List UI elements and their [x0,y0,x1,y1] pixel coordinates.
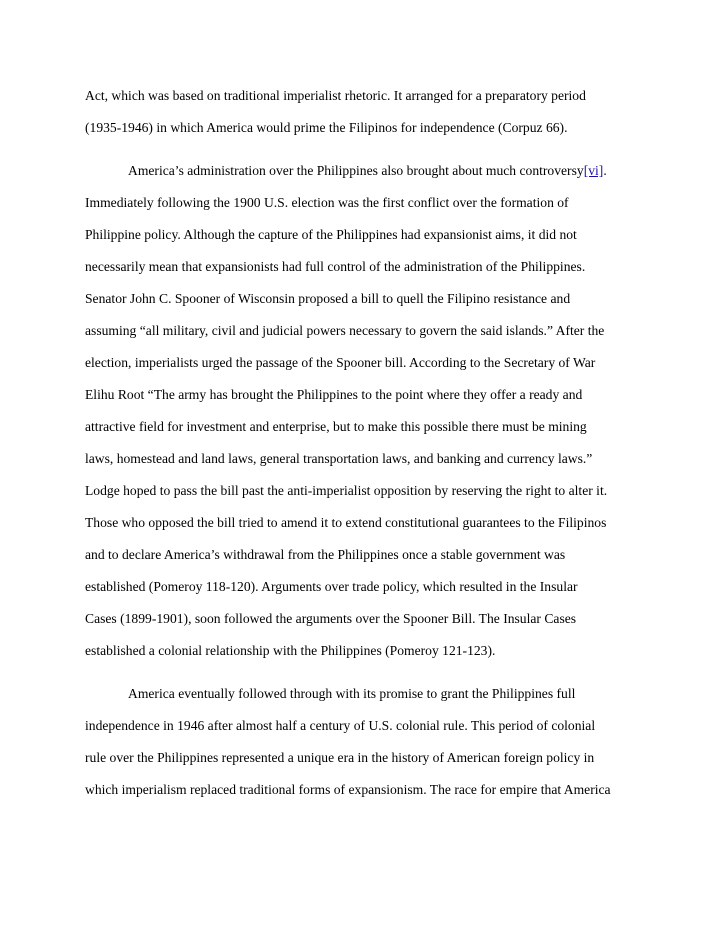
paragraph-spacing [85,147,659,158]
text-line [85,446,659,478]
text-run: laws, homestead and land laws, general transportation laws, and banking and currency laws.” [85,451,593,466]
text-line [85,606,659,638]
text-run: America eventually followed through with its promise to grant the Philippines full [128,686,576,701]
text-line [85,414,659,446]
text-line [85,382,659,414]
text-line [85,681,659,713]
text-line [85,777,659,809]
text-run: Elihu Root “The army has brought the Philippines to the point where they offer a ready and [85,387,583,402]
text-line [85,222,659,254]
text-run: established a colonial relationship with the Philippines (Pomeroy 121-123). [85,643,496,658]
text-run: . [603,163,607,178]
text-line [85,318,659,350]
text-line [85,190,659,222]
text-run: attractive field for investment and enterprise, but to make this possible there must be mining [85,419,587,434]
text-run: which imperialism replaced traditional forms of expansionism. The race for empire that America [85,782,611,797]
text-line [85,510,659,542]
text-run: Immediately following the 1900 U.S. election was the first conflict over the formation of [85,195,569,210]
paragraph-spacing [85,670,659,681]
text-run: (1935-1946) in which America would prime the Filipinos for independence (Corpuz 66). [85,120,568,135]
text-run: Cases (1899-1901), soon followed the arguments over the Spooner Bill. The Insular Cases [85,611,577,626]
text-run: Those who opposed the bill tried to amend it to extend constitutional guarantees to the Filipinos [85,515,607,530]
text-line [85,638,659,670]
text-line [85,350,659,382]
text-line [85,83,659,115]
text-run: independence in 1946 after almost half a century of U.S. colonial rule. This period of colonial [85,718,596,733]
text-line [85,713,659,745]
text-run: Lodge hoped to pass the bill past the anti-imperialist opposition by reserving the right to alter it. [85,483,608,498]
text-line [85,745,659,777]
text-run: Senator John C. Spooner of Wisconsin proposed a bill to quell the Filipino resistance and [85,291,571,306]
text-line [85,254,659,286]
text-run: established (Pomeroy 118-120). Arguments over trade policy, which resulted in the Insular [85,579,578,594]
text-run: America’s administration over the Philippines also brought about much controversy [128,163,584,178]
text-run: necessarily mean that expansionists had full control of the administration of the Philippines. [85,259,586,274]
paragraph [85,681,659,809]
text-run: election, imperialists urged the passage of the Spooner bill. According to the Secretary of War [85,355,596,370]
text-run: Philippine policy. Although the capture of the Philippines had expansionist aims, it did not [85,227,577,242]
text-run: and to declare America’s withdrawal from the Philippines once a stable government was [85,547,566,562]
text-line [85,574,659,606]
text-run: assuming “all military, civil and judicial powers necessary to govern the said islands.” After the [85,323,605,338]
paragraph [85,158,659,670]
text-line [85,158,659,190]
text-line [85,115,659,147]
paragraph [85,83,659,147]
text-run: rule over the Philippines represented a unique era in the history of American foreign policy in [85,750,595,765]
text-line [85,286,659,318]
footnote-link[interactable]: [vi] [583,163,604,178]
text-line [85,542,659,574]
text-run: Act, which was based on traditional imperialist rhetoric. It arranged for a preparatory period [85,88,586,103]
text-line [85,478,659,510]
body-text [85,83,659,809]
